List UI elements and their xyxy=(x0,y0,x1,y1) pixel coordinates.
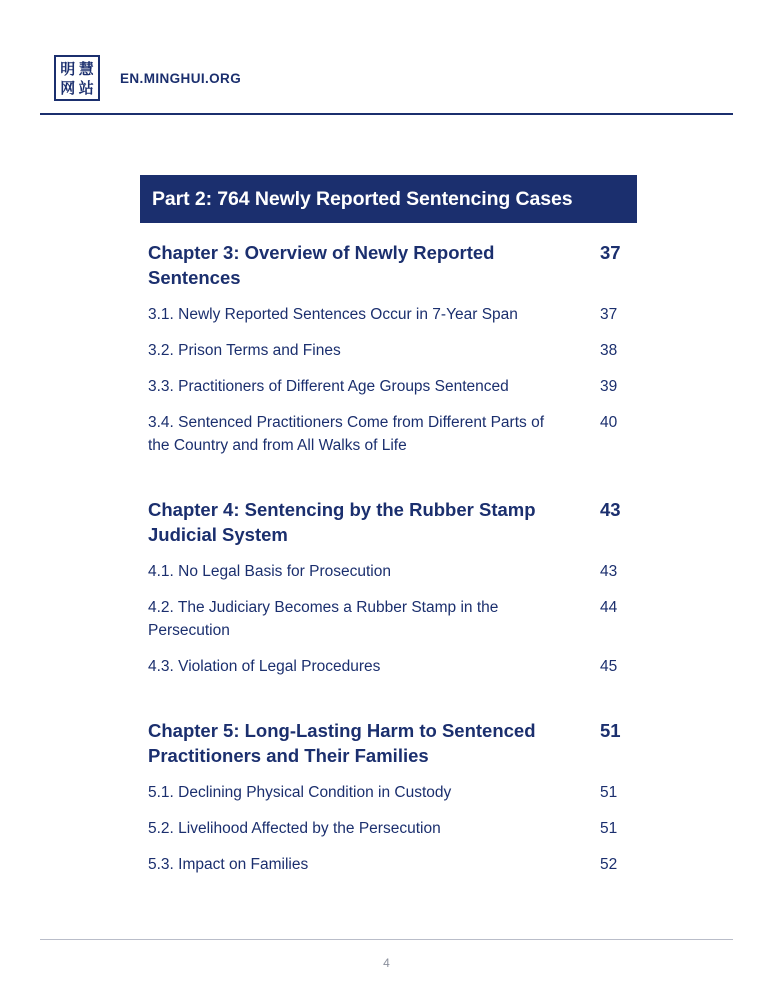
footer-divider xyxy=(40,939,733,940)
toc-section-entry[interactable] xyxy=(148,596,630,642)
toc-chapter-page: 51 xyxy=(600,720,621,741)
toc-section-title: 5.3. Impact on Families xyxy=(148,856,309,873)
toc-chapter-group xyxy=(148,240,630,457)
page-number: 4 xyxy=(383,956,390,970)
toc-section-entry[interactable] xyxy=(148,560,630,583)
toc-section-title: 4.1. No Legal Basis for Prosecution xyxy=(148,563,391,580)
toc-section-entry[interactable] xyxy=(148,781,630,804)
toc-section-title: 4.3. Violation of Legal Procedures xyxy=(148,658,381,675)
page-header xyxy=(0,44,773,112)
toc-section-entry[interactable] xyxy=(148,411,630,457)
logo-glyph-1: 明 xyxy=(60,60,76,78)
toc-section-entry[interactable] xyxy=(148,375,630,398)
toc-chapter-page: 43 xyxy=(600,499,621,520)
header-divider xyxy=(40,113,733,115)
toc-section-page: 45 xyxy=(600,658,618,675)
logo-glyph-4: 站 xyxy=(78,78,94,96)
toc-section-entry[interactable] xyxy=(148,339,630,362)
toc-chapter-title: Chapter 5: Long-Lasting Harm to Sentenced Practitioners and Their Families xyxy=(148,720,536,766)
toc-section-entry[interactable] xyxy=(148,817,630,840)
toc-chapter-page: 37 xyxy=(600,242,621,263)
toc-section-entry[interactable] xyxy=(148,853,630,876)
toc-section-page: 37 xyxy=(600,306,618,323)
toc-spacer xyxy=(148,682,630,696)
part-banner-title: Part 2: 764 Newly Reported Sentencing Cases xyxy=(152,187,573,210)
minghui-seal-logo xyxy=(54,55,100,101)
toc-chapter-group xyxy=(148,718,630,876)
table-of-contents xyxy=(148,240,630,880)
toc-chapter-title: Chapter 3: Overview of Newly Reported Sentences xyxy=(148,242,495,288)
toc-section-page: 40 xyxy=(600,414,618,431)
toc-section-entry[interactable] xyxy=(148,655,630,678)
site-name: EN.MINGHUI.ORG xyxy=(120,70,242,86)
toc-section-title: 5.2. Livelihood Affected by the Persecution xyxy=(148,820,441,837)
toc-spacer xyxy=(148,461,630,475)
toc-chapter-entry[interactable] xyxy=(148,240,630,290)
toc-section-title: 3.3. Practitioners of Different Age Groups Sentenced xyxy=(148,378,509,395)
part-banner xyxy=(140,175,637,223)
toc-section-page: 52 xyxy=(600,856,618,873)
logo-glyph-2: 慧 xyxy=(78,60,94,78)
toc-chapter-title: Chapter 4: Sentencing by the Rubber Stamp Judicial System xyxy=(148,499,536,545)
logo-glyph-3: 网 xyxy=(60,78,76,96)
toc-section-page: 51 xyxy=(600,784,618,801)
toc-section-entry[interactable] xyxy=(148,303,630,326)
toc-chapter-entry[interactable] xyxy=(148,497,630,547)
toc-section-page: 39 xyxy=(600,378,618,395)
toc-section-page: 43 xyxy=(600,563,618,580)
toc-section-page: 38 xyxy=(600,342,618,359)
toc-section-title: 3.4. Sentenced Practitioners Come from Different Parts of the Country and from All Walks of Life xyxy=(148,414,545,454)
toc-section-page: 51 xyxy=(600,820,618,837)
toc-section-title: 3.1. Newly Reported Sentences Occur in 7-Year Span xyxy=(148,306,518,323)
toc-chapter-entry[interactable] xyxy=(148,718,630,768)
toc-section-page: 44 xyxy=(600,599,618,616)
toc-section-title: 3.2. Prison Terms and Fines xyxy=(148,342,341,359)
toc-section-title: 4.2. The Judiciary Becomes a Rubber Stamp in the Persecution xyxy=(148,599,499,639)
toc-section-title: 5.1. Declining Physical Condition in Custody xyxy=(148,784,452,801)
toc-chapter-group xyxy=(148,497,630,678)
